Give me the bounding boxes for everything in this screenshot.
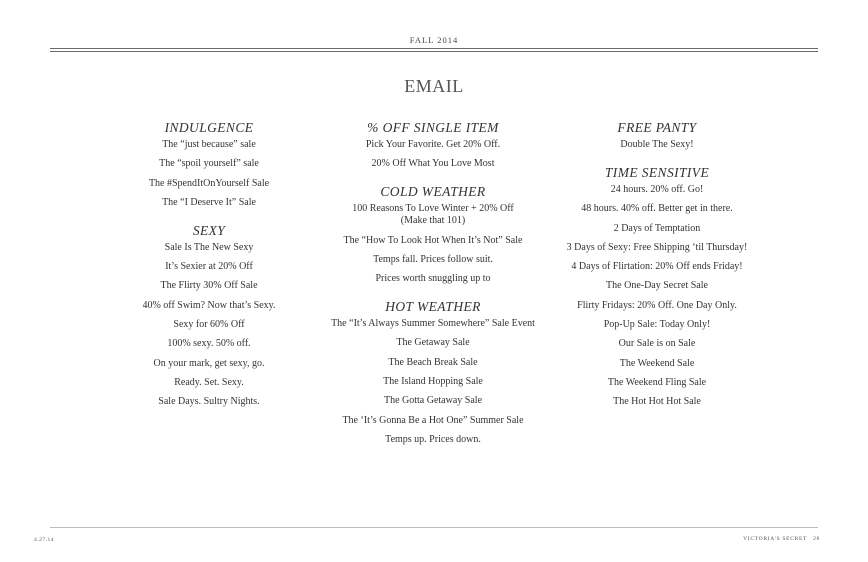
page-header-title: FALL 2014 — [409, 35, 459, 45]
list-item: The Hot Hot Hot Sale — [613, 396, 701, 408]
page-number: 28 — [813, 536, 820, 542]
list-item: Our Sale is on Sale — [618, 338, 696, 350]
list-item: The Getaway Sale — [396, 337, 470, 349]
list-item: The “I Deserve It” Sale — [162, 196, 256, 208]
group-indulgence — [84, 119, 334, 209]
list-item: 100 Reasons To Love Winter + 20% Off (Make that 101) — [352, 203, 514, 227]
group-heading: FREE PANTY — [617, 120, 697, 135]
footer-date: 4.27.14 — [34, 537, 54, 543]
list-item: The #SpendItOnYourself Sale — [148, 177, 270, 189]
list-item: On your mark, get sexy, go. — [153, 357, 265, 369]
list-item: 3 Days of Sexy: Free Shipping ‘til Thursday! — [566, 241, 748, 253]
list-item: The “just because” sale — [162, 139, 256, 150]
list-item: The “It’s Always Summer Somewhere” Sale Event — [331, 318, 535, 330]
footer-rule — [50, 527, 818, 528]
group-heading: TIME SENSITIVE — [604, 165, 710, 180]
list-item: The “spoil yourself” sale — [159, 158, 259, 170]
list-item: The Weekend Sale — [619, 357, 695, 369]
header-double-rule — [50, 48, 818, 52]
group-heading: HOT WEATHER — [385, 299, 481, 315]
list-item: 20% Off What You Love Most — [371, 158, 495, 170]
list-item: Double The Sexy! — [620, 139, 694, 150]
list-item: The “How To Look Hot When It’s Not” Sale — [343, 234, 523, 246]
list-item: 2 Days of Temptation — [613, 222, 701, 234]
list-item: The Beach Break Sale — [388, 356, 478, 368]
list-item: Sale Days. Sultry Nights. — [158, 396, 260, 408]
list-item: The Weekend Fling Sale — [607, 376, 707, 388]
column-1 — [84, 119, 334, 421]
group-time-sensitive — [532, 164, 782, 408]
list-item: Sale Is The New Sexy — [164, 241, 254, 253]
list-item: Temps fall. Prices follow suit. — [373, 253, 493, 265]
group-hot-weather — [308, 298, 558, 446]
section-title: EMAIL — [404, 76, 464, 96]
group-percent-off-single-item — [308, 119, 558, 170]
list-item: The ‘It’s Gonna Be a Hot One” Summer Sale — [342, 414, 524, 426]
list-item: The Gotta Getaway Sale — [383, 395, 483, 407]
group-free-panty — [532, 119, 782, 151]
list-item: Pick Your Favorite. Get 20% Off. — [365, 139, 501, 150]
list-item: 100% sexy. 50% off. — [167, 338, 251, 350]
list-item: 48 hours. 40% off. Better get in there. — [581, 203, 733, 215]
group-heading: % OFF SINGLE ITEM — [367, 120, 499, 135]
list-item: 24 hours. 20% off. Go! — [610, 184, 704, 195]
group-sexy — [84, 222, 334, 408]
footer-brand: VICTORIA'S SECRET — [743, 536, 808, 542]
group-cold-weather — [308, 183, 558, 285]
column-3 — [532, 119, 782, 421]
list-item: It’s Sexier at 20% Off — [165, 261, 253, 273]
list-item: Flirty Fridays: 20% Off. One Day Only. — [577, 299, 737, 311]
list-item: Ready. Set. Sexy. — [174, 376, 244, 388]
list-item: Prices worth snuggling up to — [375, 273, 491, 285]
list-item: 40% off Swim? Now that’s Sexy. — [142, 299, 276, 311]
list-item: The One-Day Secret Sale — [606, 280, 708, 292]
column-2 — [308, 119, 558, 459]
list-item: Pop-Up Sale: Today Only! — [603, 319, 711, 331]
list-item: Sexy for 60% Off — [173, 319, 245, 331]
footer-brand-page — [743, 536, 820, 542]
list-item: 4 Days of Flirtation: 20% Off ends Friday! — [571, 261, 743, 273]
group-heading: SEXY — [192, 222, 226, 238]
group-heading: COLD WEATHER — [380, 184, 486, 200]
list-item: Temps up. Prices down. — [385, 433, 481, 445]
list-item: The Flirty 30% Off Sale — [160, 280, 258, 292]
list-item: The Island Hopping Sale — [383, 376, 483, 388]
group-heading: INDULGENCE — [164, 120, 254, 135]
